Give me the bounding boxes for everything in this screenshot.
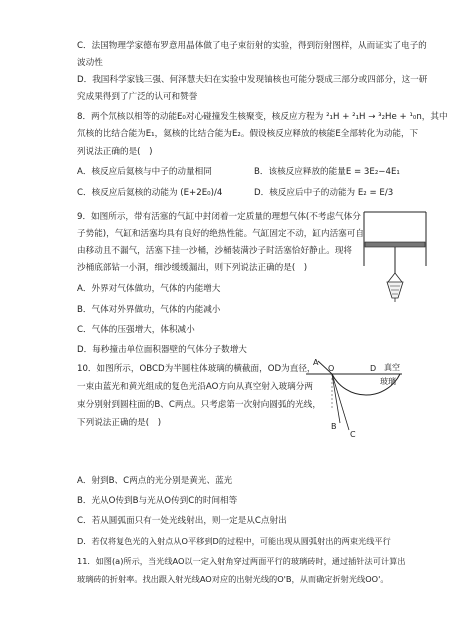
option-10a: A．射到B、C两点的光分别是黄光、蓝光: [77, 476, 233, 486]
question-10-stem-2: 一束由蓝光和黄光组成的复色光沿AO方向从真空射入玻璃分两: [77, 382, 313, 392]
question-11-stem-1: 11．如图(a)所示，当光线AO以一定入射角穿过两面平行的玻璃砖时，通过插针法可计算出: [77, 556, 406, 566]
text-line-4: 究成果得到了广泛的认可和赞誉: [77, 92, 198, 102]
option-8d: D．核反应后中子的动能为 E₂ = E/3: [254, 188, 394, 198]
half-cylinder-glass-figure: [296, 357, 406, 443]
label-d: D: [370, 364, 377, 373]
question-9-stem-3: 由移动且不漏气，活塞下挂一沙桶，沙桶装满沙子时活塞恰好静止。现将: [77, 246, 353, 256]
question-8-stem-2: 氘核的比结合能为E₁，氦核的比结合能为E₂。假设核反应释放的核能E全部转化为动能，下: [77, 129, 419, 139]
option-8b: B．该核反应释放的能量E = 3E₂−4E₁: [254, 167, 400, 177]
label-o: O: [328, 364, 335, 373]
label-glass: 玻璃: [380, 377, 396, 386]
label-b: B: [331, 422, 337, 431]
text-line-3: D．我国科学家钱三强、何泽慧夫妇在实验中发现铀核也可能分裂成三部分或四部分，这一研: [77, 75, 428, 85]
question-8-stem-1: 8．两个氘核以相等的动能E₀对心碰撞发生核聚变，核反应方程为 ²₁H + ²₁H → ³₂He + ¹₀n，其中: [77, 112, 448, 122]
option-8a: A．核反应后氦核与中子的动量相同: [77, 167, 212, 177]
question-8-stem-3: 列说法正确的是( ): [77, 147, 153, 157]
label-a: A: [313, 358, 319, 367]
text-line-2: 波动性: [77, 58, 103, 68]
label-c: C: [350, 430, 356, 439]
question-9-stem-2: 子势能)，气缸和活塞均具有良好的绝热性能。气缸固定不动，缸内活塞可自: [77, 229, 364, 239]
question-10-stem-3: 束分别射到圆柱面的B、C两点。只考虑第一次射向圆弧的光线，: [77, 400, 321, 410]
label-vacuum: 真空: [384, 363, 400, 372]
cylinder-piston-figure: [360, 208, 430, 304]
option-10b: B．光从O传到B与光从O传到C的时间相等: [77, 496, 238, 506]
question-10-stem-1: 10．如图所示，OBCD为半圆柱体玻璃的横截面，OD为直径，: [77, 364, 316, 374]
option-10d: D．若仅将复色光的入射点从O平移到D的过程中，可能出现从圆弧射出的两束光线平行: [77, 536, 391, 546]
question-10-stem-4: 下列说法正确的是( ): [77, 418, 162, 428]
option-9a: A．外界对气体做功，气体的内能增大: [77, 284, 221, 294]
option-9c: C．气体的压强增大，体积减小: [77, 325, 195, 335]
option-10c: C．若从圆弧面只有一处光线射出，则一定是从C点射出: [77, 516, 287, 526]
question-11-stem-2: 玻璃砖的折射率。找出跟入射光线AO对应的出射光线的O'B，从而确定折射光线OO'。: [77, 574, 389, 584]
question-9-stem-1: 9．如图所示，带有活塞的气缸中封闭着一定质量的理想气体(不考虑气体分: [77, 212, 361, 222]
option-8c: C．核反应后氦核的动能为 (E+2E₀)/4: [77, 188, 223, 198]
option-9b: B．气体对外界做功，气体的内能减小: [77, 305, 221, 315]
text-line-1: C．法国物理学家德布罗意用晶体做了电子束衍射的实验，得到衍射图样，从而证实了电子的: [77, 41, 427, 51]
option-9d: D．每秒撞击单位面积器壁的气体分子数增大: [77, 345, 247, 355]
question-9-stem-4: 沙桶底部钻一小洞，细沙缓缓漏出，则下列说法正确的是( ): [77, 263, 308, 273]
